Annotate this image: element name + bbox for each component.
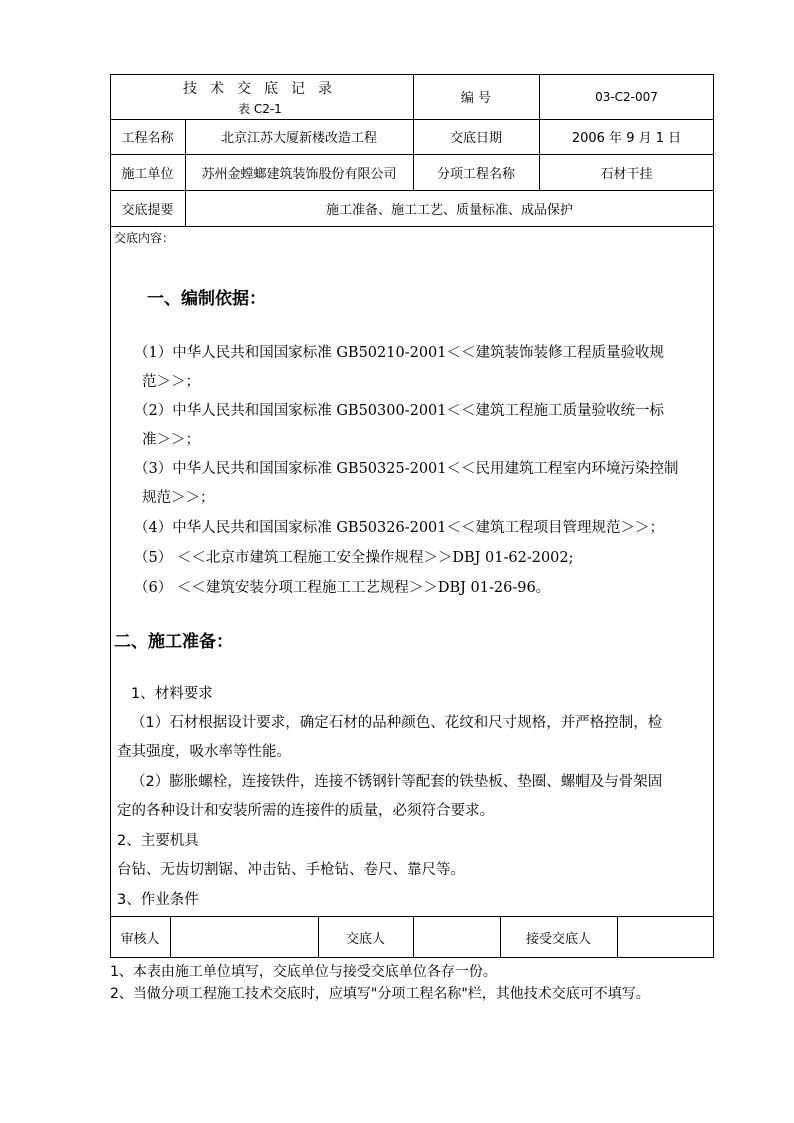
sub-project-value: 石材干挂 — [600, 166, 653, 182]
presenter-label: 交底人 — [345, 931, 385, 947]
date-label: 交底日期 — [449, 131, 502, 146]
item2-heading: 2、主要机具 — [117, 833, 199, 849]
summary-value: 施工准备、施工工艺、质量标准、成品保护 — [325, 202, 573, 218]
item1-paragraph: 定的各种设计和安装所需的连接件的质量，必须符合要求。 — [117, 803, 494, 819]
item1-paragraph: （1）石材根据设计要求，确定石材的品种颜色、花纹和尺寸规格，并严格控制，检 — [131, 715, 663, 731]
sub-project-label: 分项工程名称 — [436, 166, 515, 182]
content-label: 交底内容： — [114, 231, 175, 245]
section1-heading: 一、编制依据： — [147, 289, 266, 309]
number-label: 编 号 — [460, 91, 492, 106]
footnote: 1、本表由施工单位填写，交底单位与接受交底单位各存一份。 — [110, 964, 497, 980]
item1-heading: 1、材料要求 — [131, 686, 213, 702]
date-value: 2006 年 9 月 1 日 — [571, 131, 682, 146]
footnote: 2、当做分项工程施工技术交底时，应填写"分项工程名称"栏，其他技术交底可不填写。 — [110, 986, 650, 1002]
item1-paragraph: 查其强度，吸水率等性能。 — [117, 744, 291, 760]
number-value: 03-C2-007 — [595, 89, 658, 104]
basis-line: 规范＞＞； — [142, 490, 215, 506]
reviewer-label: 审核人 — [120, 931, 160, 947]
summary-label: 交底提要 — [121, 202, 174, 218]
item2-text: 台钻、无齿切割锯、冲击钻、手枪钻、卷尺、靠尺等。 — [117, 862, 465, 878]
unit-label: 施工单位 — [121, 166, 174, 182]
column-divider — [617, 916, 618, 958]
basis-line: （4）中华人民共和国国家标准 GB50326-2001＜＜建筑工程项目管理规范＞＞； — [134, 520, 664, 536]
column-divider — [413, 916, 414, 958]
basis-line: （6） ＜＜建筑安装分项工程施工工艺规程＞＞DBJ 01-26-96。 — [134, 580, 551, 596]
basis-line: （3）中华人民共和国国家标准 GB50325-2001＜＜民用建筑工程室内环境污染控制 — [134, 461, 679, 477]
basis-line: 范＞＞； — [142, 374, 200, 390]
form-number: 表 C2-1 — [238, 102, 282, 116]
project-name-label: 工程名称 — [121, 131, 174, 146]
project-name-value: 北京江苏大厦新楼改造工程 — [220, 131, 377, 146]
basis-line: （2）中华人民共和国国家标准 GB50300-2001＜＜建筑工程施工质量验收统一标 — [134, 403, 664, 419]
form-title: 技术交底记录 — [183, 81, 345, 97]
unit-value: 苏州金螳螂建筑装饰股份有限公司 — [201, 166, 397, 182]
basis-line: 准＞＞； — [142, 432, 200, 448]
item3-heading: 3、作业条件 — [117, 892, 199, 908]
basis-line: （5） ＜＜北京市建筑工程施工安全操作规程＞＞DBJ 01-62-2002; — [134, 550, 574, 566]
basis-line: （1）中华人民共和国国家标准 GB50210-2001＜＜建筑装饰装修工程质量验收规 — [134, 345, 664, 361]
section2-heading: 二、施工准备： — [114, 632, 233, 652]
column-divider — [170, 916, 171, 958]
item1-paragraph: （2）膨胀螺栓，连接铁件，连接不锈钢针等配套的铁垫板、垫圈、螺帽及与骨架固 — [131, 774, 663, 790]
row-divider — [110, 226, 714, 227]
receiver-label: 接受交底人 — [525, 931, 591, 947]
